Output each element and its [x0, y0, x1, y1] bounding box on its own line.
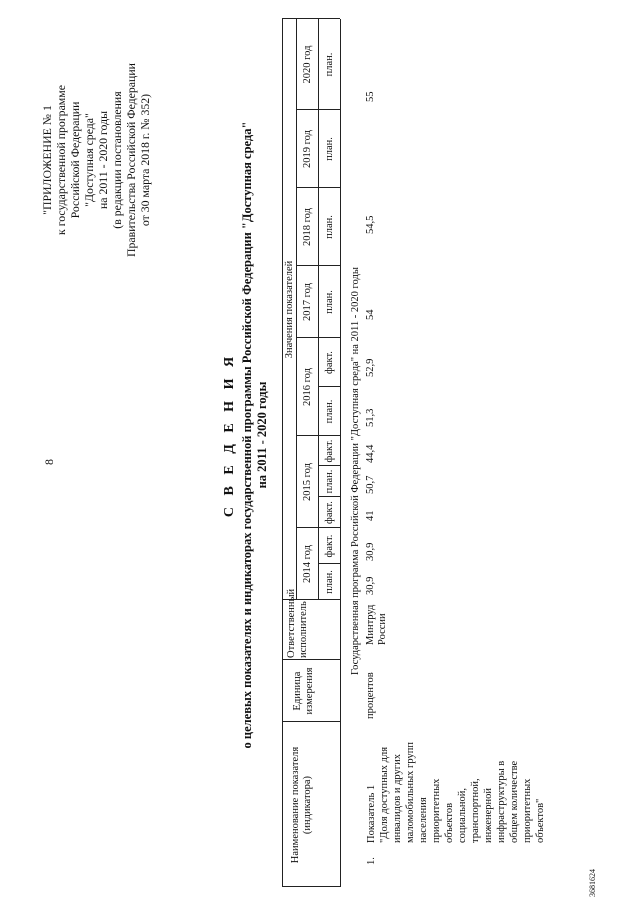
table-vline: [282, 721, 340, 722]
indicator-name-text: [365, 738, 547, 843]
responsible-line: России: [377, 613, 388, 645]
table-vline: [282, 886, 340, 887]
value-cell: 55: [365, 91, 376, 102]
page-number: 8: [42, 459, 56, 465]
name-line: "Доля доступных для: [379, 746, 390, 843]
responsible-line: Минтруд: [365, 604, 376, 645]
table-line-years: [318, 19, 319, 600]
value-cell: 30,9: [365, 576, 376, 595]
row-index: 1.: [366, 857, 377, 865]
appendix-line: "ПРИЛОЖЕНИЕ № 1: [40, 105, 54, 215]
value-cell: 30,9: [365, 542, 376, 561]
header-year: 2019 год: [302, 130, 313, 168]
table-border-top: [282, 19, 283, 887]
document-code: 3681624: [588, 869, 597, 897]
header-values-group: Значения показателей: [284, 260, 295, 359]
header-year: 2016 год: [302, 368, 313, 406]
name-line: инфраструктуры в: [496, 760, 507, 843]
header-plan: план.: [324, 469, 335, 494]
header-year: 2015 год: [302, 463, 313, 501]
value-cell: 50,7: [365, 475, 376, 494]
name-line: социальной,: [457, 787, 468, 843]
header-unit: Единица измерения: [292, 667, 315, 715]
name-line: общем количестве: [509, 760, 520, 843]
table-vline: [282, 659, 340, 660]
header-plan: план.: [324, 215, 335, 239]
appendix-line: Правительства Российской Федерации: [124, 63, 138, 257]
value-cell: 41: [365, 510, 376, 521]
subtitle-line: о целевых показателях и индикаторах государственной программы Российской Федерации "Доступная среда": [240, 121, 254, 749]
appendix-line: (в редакции постановления: [110, 91, 124, 229]
header-plan: план.: [324, 399, 335, 424]
responsible-cell: [365, 605, 389, 645]
name-line: инвалидов и других: [392, 754, 403, 843]
header-plan: план.: [324, 52, 335, 77]
header-plan: план.: [324, 137, 335, 161]
header-indicator-name: Наименование показателя (индикатора): [290, 746, 313, 864]
appendix-block: [40, 20, 152, 300]
name-line: населения: [418, 797, 429, 843]
header-year: 2014 год: [302, 545, 313, 583]
unit-cell: процентов: [365, 672, 376, 719]
appendix-line: "Доступная среда": [82, 113, 96, 207]
name-line: приоритетных: [522, 778, 533, 843]
appendix-line: от 30 марта 2018 г. № 352): [138, 93, 152, 227]
appendix-line: на 2011 - 2020 годы: [96, 110, 110, 210]
header-fact: факт.: [324, 351, 335, 374]
name-line: приоритетных объектов: [431, 778, 455, 843]
header-year: 2018 год: [302, 208, 313, 246]
section-title: Государственная программа Российской Федерации "Доступная среда" на 2011 - 2020 годы: [350, 267, 361, 675]
value-cell: 51,3: [365, 408, 376, 427]
header-year: 2020 год: [302, 45, 313, 84]
name-line: транспортной,: [470, 778, 481, 843]
subtitle-line: на 2011 - 2020 годы: [255, 381, 269, 489]
header-fact: факт.: [324, 439, 335, 463]
value-cell: 52,9: [365, 358, 376, 377]
name-line: объектов": [535, 798, 546, 843]
name-line: Показатель 1: [366, 784, 377, 843]
value-cell: 44,4: [365, 444, 376, 463]
document-subtitle: [240, 35, 270, 835]
header-responsible: Ответственный исполнитель: [286, 588, 309, 658]
header-plan: план.: [324, 570, 335, 594]
header-fact: факт.: [324, 501, 335, 524]
name-line: маломобильных групп: [405, 742, 416, 843]
table-border-header-bottom: [340, 19, 341, 887]
appendix-line: Российской Федерации: [68, 101, 82, 219]
table-line-group: [296, 19, 297, 600]
name-line: инженерной: [483, 787, 494, 843]
document-title: С В Е Д Е Н И Я: [222, 352, 237, 518]
value-cell: 54,5: [365, 215, 376, 234]
header-fact: факт.: [324, 534, 335, 558]
header-plan: план.: [324, 290, 335, 314]
header-year: 2017 год: [302, 283, 313, 321]
appendix-line: к государственной программе: [54, 85, 68, 235]
value-cell: 54: [365, 309, 376, 320]
